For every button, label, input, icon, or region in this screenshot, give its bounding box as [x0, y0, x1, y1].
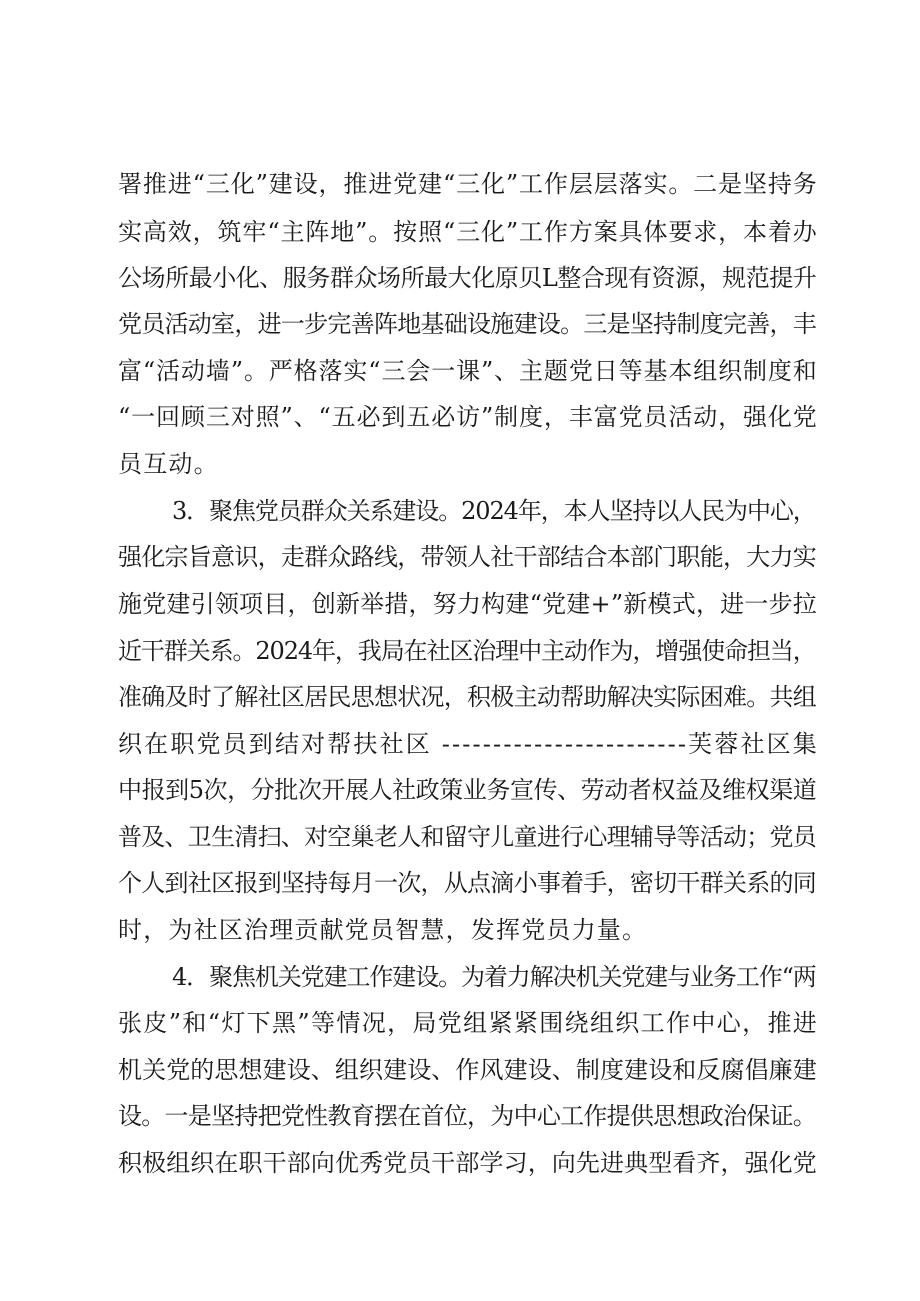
section-heading-line: 4．聚焦机关党建工作建设。为着力解决机关党建与业务工作“两: [172, 963, 816, 991]
text-line: 个人到社区报到坚持每月一次，从点滴小事着手，密切干群关系的同: [118, 869, 817, 897]
section-heading-line: 3．聚焦党员群众关系建设。2024年，本人坚持以人民为中心，: [172, 497, 816, 525]
text-line: 党员活动室，进一步完善阵地基础设施建设。三是坚持制度完善，丰: [118, 310, 817, 338]
text-line: 近干群关系。2024年，我局在社区治理中主动作为，增强使命担当，: [118, 637, 816, 665]
text-line: 中报到5次，分批次开展人社政策业务宣传、劳动者权益及维权渠道: [118, 776, 817, 804]
text-line: “一回顾三对照”、“五必到五必访”制度，丰富党员活动，强化党: [118, 403, 818, 431]
text-line: 设。一是坚持把党性教育摆在首位，为中心工作提供思想政治保证。: [118, 1102, 817, 1130]
text-line: 公场所最小化、服务群众场所最大化原贝L整合现有资源，规范提升: [118, 264, 817, 292]
text-line: 实高效，筑牢“主阵地”。按照“三化”工作方案具体要求，本着办: [118, 218, 818, 246]
text-line: 时，为社区治理贡献党员智慧，发挥党员力量。: [118, 916, 648, 944]
text-line: 强化宗旨意识，走群众路线，带领人社干部结合本部门职能，大力实: [118, 543, 817, 571]
text-line: 员互动。: [118, 450, 219, 478]
text-line: 织在职党员到结对帮扶社区 ------------------------芙蓉社区集: [118, 730, 819, 758]
text-line: 积极组织在职干部向优秀党员干部学习，向先进典型看齐，强化党: [118, 1149, 817, 1177]
text-line: 署推进“三化”建设，推进党建“三化”工作层层落实。二是坚持务: [118, 170, 818, 198]
text-line: 准确及时了解社区居民思想状况，积极主动帮助解决实际困难。共组: [118, 683, 817, 711]
text-line: 富“活动墙”。严格落实“三会一课”、主题党日等基本组织制度和: [118, 357, 818, 385]
text-line: 普及、卫生清扫、对空巢老人和留守儿童进行心理辅导等活动；党员: [118, 823, 817, 851]
text-line: 机关党的思想建设、组织建设、作风建设、制度建设和反腐倡廉建: [118, 1056, 817, 1084]
text-line: 施党建引领项目，创新举措，努力构建“党建+”新模式，进一步拉: [118, 590, 818, 618]
text-line: 张皮”和“灯下黑”等情况，局党组紧紧围绕组织工作中心，推进: [118, 1009, 819, 1037]
